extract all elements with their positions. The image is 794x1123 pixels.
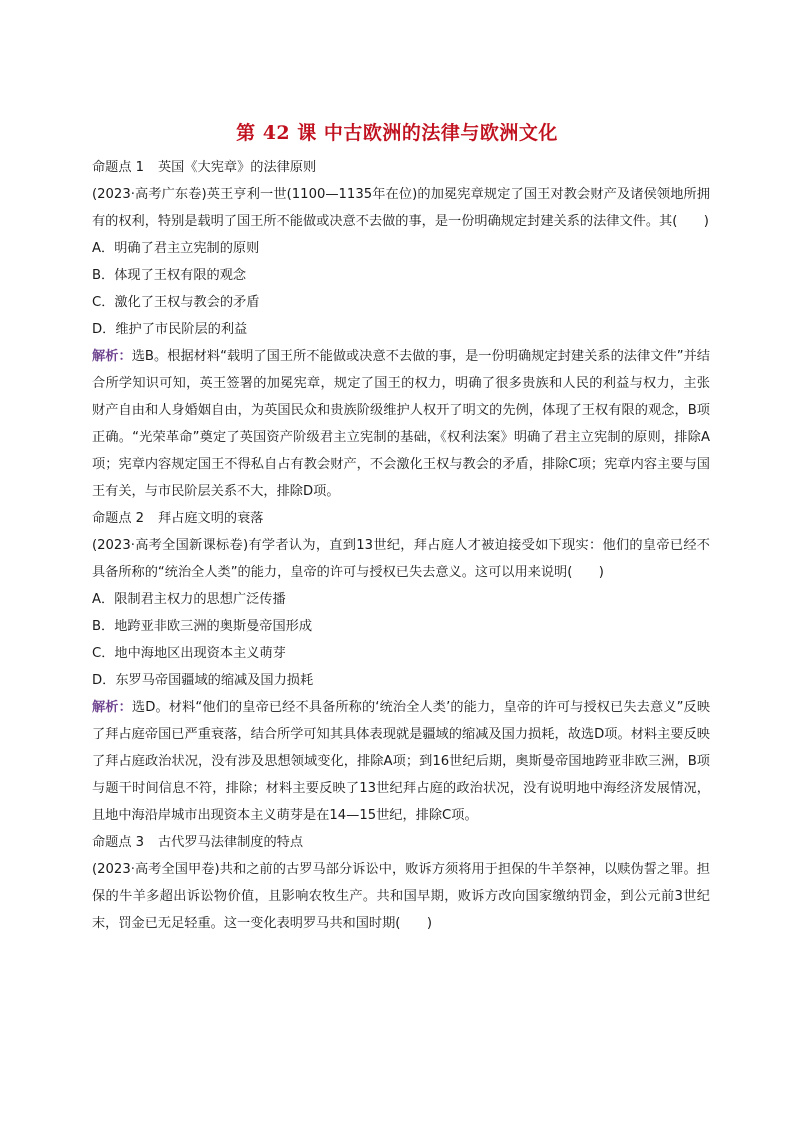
lesson-title: 第 42 课 中古欧洲的法律与欧洲文化 [236, 122, 558, 144]
question-stem: (2023·高考全国新课标卷)有学者认为，直到13世纪，拜占庭人才被迫接受如下现实：他们的皇帝已经不具备所称的“统治全人类”的能力，皇帝的许可与授权已失去意义。这可以用来说明( ) [92, 538, 710, 580]
explanation-text: 选D。材料“他们的皇帝已经不具备所称的‘统治全人类’的能力，皇帝的许可与授权已失去意义”反映了拜占庭帝国已严重衰落，结合所学可知其具体表现就是疆域的缩减及国力损耗，故选D项。材料主要反映了拜占庭政治状况，没有涉及思想领域变化，排除A项；到16世纪后期，奥斯曼帝国地跨亚非欧三洲，B项与题干时间信息不符，排除；材料主要反映了13世纪拜占庭的政治状况，没有说明地中海经济发展情况，且地中海沿岸城市出现资本主义萌芽是在14—15世纪，排除C项。 [92, 700, 711, 823]
explanation [92, 694, 710, 829]
point-number: 1 [135, 160, 144, 175]
option-c: C．地中海地区出现资本主义萌芽 [92, 646, 286, 661]
knowledge-point-heading [92, 154, 710, 181]
point-label: 命题点 [92, 835, 132, 850]
explanation-label: 解析： [92, 349, 132, 364]
point-title: 英国《大宪章》的法律原则 [157, 160, 317, 175]
option-b: B．体现了王权有限的观念 [92, 268, 247, 283]
question-stem: (2023·高考全国甲卷)共和之前的古罗马部分诉讼中，败诉方须将用于担保的牛羊祭神，以赎伪誓之罪。担保的牛羊多超出诉讼物价值，且影响农牧生产。共和国早期，败诉方改向国家缴纳罚金，到公元前3世纪末，罚金已无足轻重。这一变化表明罗马共和国时期( ) [92, 862, 710, 931]
point-number: 2 [135, 511, 144, 526]
point-number: 3 [135, 835, 144, 850]
option-d: D．维护了市民阶层的利益 [92, 322, 248, 337]
option-d: D．东罗马帝国疆域的缩减及国力损耗 [92, 673, 314, 688]
option-a: A．明确了君主立宪制的原则 [92, 241, 260, 256]
point-label: 命题点 [92, 511, 132, 526]
point-title: 拜占庭文明的衰落 [157, 511, 264, 526]
knowledge-point-heading [92, 505, 710, 532]
explanation-label: 解析： [92, 700, 132, 715]
point-label: 命题点 [92, 160, 132, 175]
knowledge-point-heading [92, 829, 710, 856]
option-b: B．地跨亚非欧三洲的奥斯曼帝国形成 [92, 619, 313, 634]
option-c: C．激化了王权与教会的矛盾 [92, 295, 260, 310]
document-body [92, 154, 710, 937]
point-title: 古代罗马法律制度的特点 [157, 835, 304, 850]
option-a: A．限制君主权力的思想广泛传播 [92, 592, 286, 607]
question-stem: (2023·高考广东卷)英王亨利一世(1100—1135年在位)的加冕宪章规定了国王对教会财产及诸侯领地所拥有的权利，特别是载明了国王所不能做或决意不去做的事，是一份明确规定封建关系的法律文件。其( ) [92, 187, 710, 229]
explanation [92, 343, 710, 505]
explanation-text: 选B。根据材料“载明了国王所不能做或决意不去做的事，是一份明确规定封建关系的法律文件”并结合所学知识可知，英王签署的加冕宪章，规定了国王的权力，明确了很多贵族和人民的利益与权力，主张财产自由和人身婚姻自由，为英国民众和贵族阶级维护人权开了明文的先例，体现了王权有限的观念，B项正确。“光荣革命”奠定了英国资产阶级君主立宪制的基础，《权利法案》明确了君主立宪制的原则，排除A项；宪章内容规定国王不得私自占有教会财产，不会激化王权与教会的矛盾，排除C项；宪章内容主要与国王有关，与市民阶层关系不大，排除D项。 [92, 349, 710, 499]
